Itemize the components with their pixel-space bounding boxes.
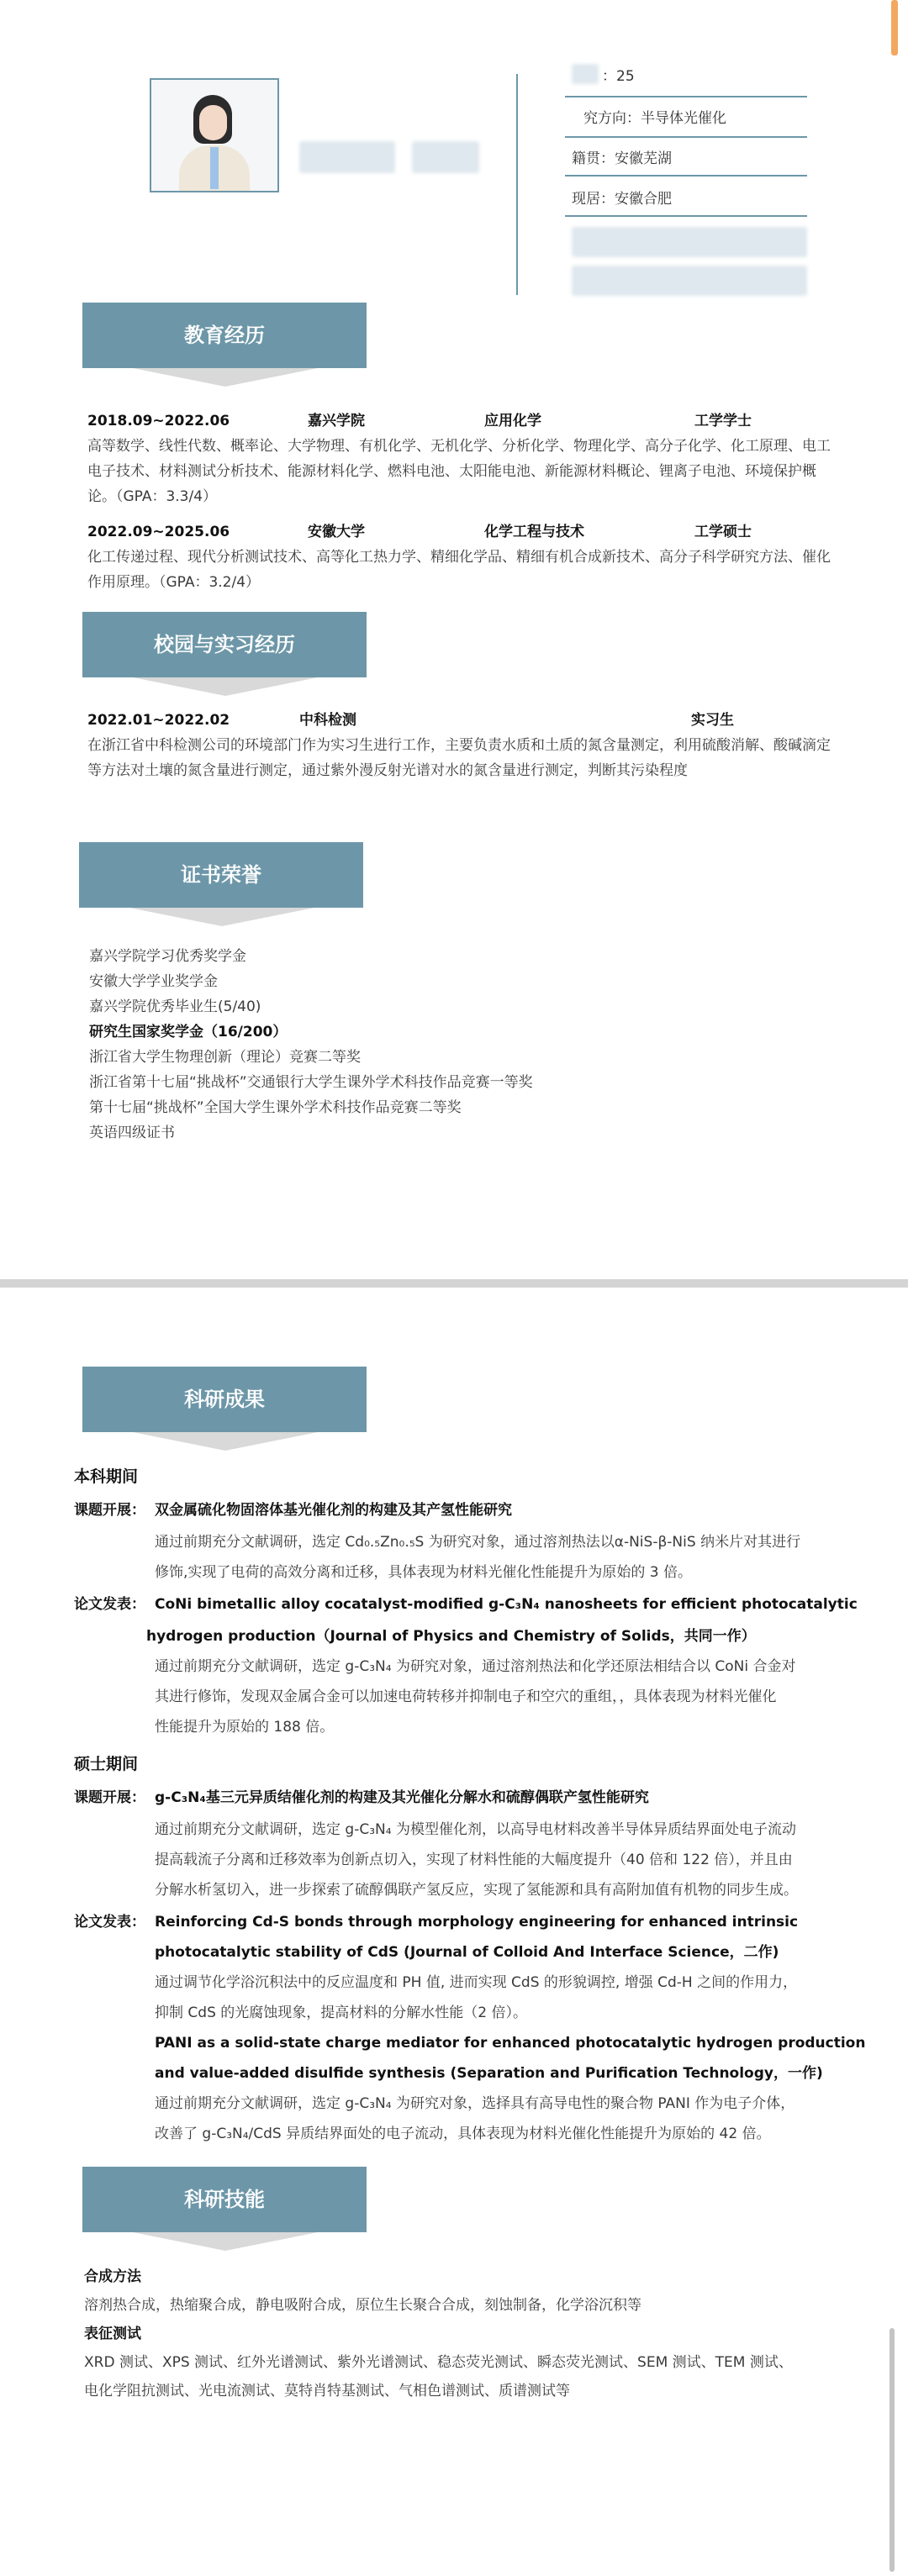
header-divider [516,74,518,295]
info-underline [565,136,807,138]
characterization-heading: 表征测试 [84,2326,141,2342]
ms-paper1-title: Reinforcing Cd-S bonds through morphology engineering for enhanced intrinsic [155,1914,799,1931]
internship-section-title: 校园与实习经历 [82,612,367,677]
ug-paper-desc: 通过前期充分文献调研，选定 g-C₃N₄ 为研究对象，通过溶剂热法和化学还原法相结合以 CoNi 合金对 [155,1658,796,1675]
synthesis-list: 溶剂热合成，热缩聚合成，静电吸附合成，原位生长聚合合成，刻蚀制备，化学浴沉积等 [84,2297,641,2314]
info-underline [565,175,807,176]
ms-paper1-desc: 抑制 CdS 的光腐蚀现象，提高材料的分解水性能（2 倍）。 [155,2004,527,2021]
redacted-name-part [412,141,479,173]
ms-project-desc: 通过前期充分文献调研，选定 g-C₃N₄ 为模型催化剂，以高导电材料改善半导体异质结界面处电子流动 [155,1821,796,1838]
award-item: 浙江省第十七届“挑战杯”交通银行大学生课外学术科技作品竞赛一等奖 [89,1074,533,1091]
ug-paper-title: hydrogen production（Journal of Physics and Chemistry of Solids，共同一作） [146,1628,756,1645]
paper-label: 论文发表： [74,1596,145,1613]
ug-project-desc: 通过前期充分文献调研，选定 Cd₀.₅Zn₀.₅S 为研究对象，通过溶剂热法以α-NiS-β-NiS 纳米片对其进行 [155,1534,801,1551]
ms-paper2-title: PANI as a solid-state charge mediator for enhanced photocatalytic hydrogen production [155,2035,866,2052]
skills-section-title: 科研技能 [82,2167,367,2232]
education-section-title: 教育经历 [82,303,367,368]
redacted-contact [572,266,807,296]
ms-paper2-desc: 改善了 g-C₃N₄/CdS 异质结界面处的电子流动，具体表现为材料光催化性能提升为原始的 42 倍。 [155,2126,771,2142]
edu-school: 嘉兴学院 [308,413,365,429]
award-item: 安徽大学学业奖学金 [89,973,218,990]
award-item: 研究生国家奖学金（16/200） [89,1024,288,1040]
page-divider [0,1279,908,1288]
ug-paper-title: CoNi bimetallic alloy cocatalyst-modified g-C₃N₄ nanosheets for efficient photocatalytic [155,1596,858,1613]
intern-desc: 在浙江省中科检测公司的环境部门作为实习生进行工作，主要负责水质和土质的氮含量测定，利用硫酸消解、酸碱滴定等方法对土壤的氮含量进行测定，通过紫外漫反射光谱对水的氮含量进行测定，判断其污染程度 [87,737,831,779]
info-underline [565,96,807,97]
research-section-title: 科研成果 [82,1367,367,1432]
ms-project-desc: 分解水析氢切入，进一步探索了硫醇偶联产氢反应，实现了氢能源和具有高附加值有机物的同步生成。 [155,1882,798,1899]
ms-paper1-desc: 通过调节化学浴沉积法中的反应温度和 PH 值, 进而实现 CdS 的形貌调控, 增强 Cd-H 之间的作用力， [155,1974,798,1991]
intern-date: 2022.01~2022.02 [87,712,230,729]
ug-paper-desc: 性能提升为原始的 188 倍。 [155,1719,335,1736]
edu-courses: 高等数学、线性代数、概率论、大学物理、有机化学、无机化学、分析化学、物理化学、高分子化学、化工原理、电工电子技术、材料测试分析技术、能源材料化学、燃料电池、太阳能电池、新能源材料概论、锂离子电池、环境保护概论。（GPA：3.3/4） [87,438,831,505]
redacted-name [299,141,395,173]
characterization-list: 电化学阻抗测试、光电流测试、莫特肖特基测试、气相色谱测试、质谱测试等 [84,2383,570,2400]
edu-date: 2022.09~2025.06 [87,524,230,540]
edu-degree: 工学硕士 [694,524,752,540]
project-label: 课题开展： [74,1789,145,1806]
age-field: ：25 [602,68,635,85]
award-item: 第十七届“挑战杯”全国大学生课外学术科技作品竞赛二等奖 [89,1099,462,1116]
intern-role: 实习生 [691,712,734,729]
edu-major: 化学工程与技术 [484,524,584,540]
redacted-contact [572,227,807,257]
ms-paper2-title: and value-added disulfide synthesis (Separation and Purification Technology，一作) [155,2065,823,2082]
synthesis-heading: 合成方法 [84,2268,141,2285]
edu-major: 应用化学 [484,413,541,429]
award-item: 嘉兴学院学习优秀奖学金 [89,948,246,965]
redacted-age-label [572,64,599,84]
scrollbar[interactable] [890,2328,895,2572]
awards-list [89,944,829,1146]
edu-school: 安徽大学 [308,524,365,540]
ms-paper2-desc: 通过前期充分文献调研，选定 g-C₃N₄ 为研究对象，选择具有高导电性的聚合物 PANI 作为电子介体， [155,2095,795,2112]
ms-paper1-title: photocatalytic stability of CdS (Journal of Colloid And Interface Science，二作) [155,1944,779,1961]
info-underline [565,215,807,217]
master-heading: 硕士期间 [74,1755,139,1773]
ms-project-title: g-C₃N₄基三元异质结催化剂的构建及其光催化分解水和硫醇偶联产氢性能研究 [155,1789,649,1806]
characterization-list: XRD 测试、XPS 测试、红外光谱测试、紫外光谱测试、稳态荧光测试、瞬态荧光测试、SEM 测试、TEM 测试、 [84,2354,793,2371]
ug-paper-desc: 其进行修饰，发现双金属合金可以加速电荷转移并抑制电子和空穴的重组，，具体表现为材料光催化 [155,1688,777,1705]
ug-project-title: 双金属硫化物固溶体基光催化剂的构建及其产氢性能研究 [155,1502,512,1519]
origin-field: 籍贯：安徽芜湖 [572,150,672,167]
ug-project-desc: 修饰,实现了电荷的高效分离和迁移，具体表现为材料光催化性能提升为原始的 3 倍。 [155,1564,693,1581]
awards-section-title: 证书荣誉 [79,842,363,908]
intern-org: 中科检测 [299,712,356,729]
ms-project-desc: 提高载流子分离和迁移效率为创新点切入，实现了材料性能的大幅度提升（40 倍和 122 倍），并且由 [155,1852,793,1868]
residence-field: 现居：安徽合肥 [572,191,672,208]
award-item: 浙江省大学生物理创新（理论）竞赛二等奖 [89,1049,361,1066]
award-item: 英语四级证书 [89,1125,175,1141]
edu-date: 2018.09~2022.06 [87,413,230,429]
project-label: 课题开展： [74,1502,145,1519]
profile-photo [150,78,279,192]
edu-courses: 化工传递过程、现代分析测试技术、高等化工热力学、精细化学品、精细有机合成新技术、高分子科学研究方法、催化作用原理。（GPA：3.2/4） [87,549,831,591]
edu-degree: 工学学士 [694,413,752,429]
undergrad-heading: 本科期间 [74,1467,139,1486]
award-item: 嘉兴学院优秀毕业生(5/40) [89,998,261,1015]
research-field: 究方向：半导体光催化 [583,110,726,127]
paper-label: 论文发表： [74,1914,145,1931]
scroll-indicator [891,0,898,55]
